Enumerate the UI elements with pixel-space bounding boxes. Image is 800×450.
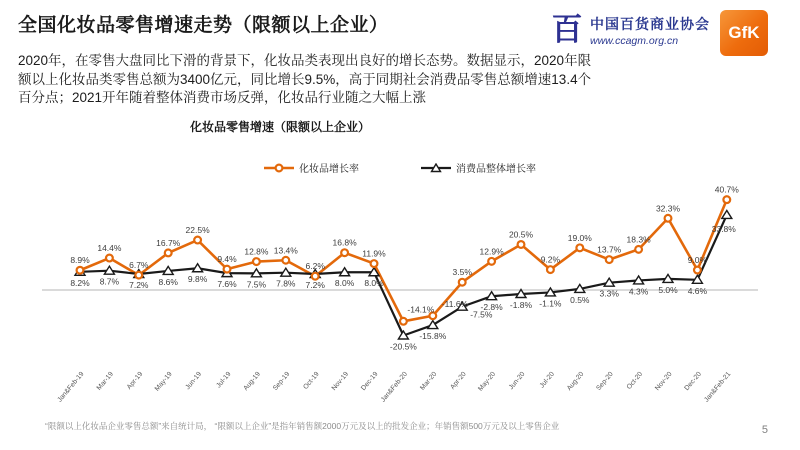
svg-text:Mar-19: Mar-19 bbox=[95, 370, 115, 392]
association-text bbox=[590, 14, 710, 47]
svg-text:Oct-19: Oct-19 bbox=[302, 370, 321, 391]
svg-text:9.2%: 9.2% bbox=[540, 254, 561, 265]
svg-text:11.9%: 11.9% bbox=[362, 248, 386, 259]
association-name: 中国百货商业协会 bbox=[590, 18, 710, 33]
svg-text:3.5%: 3.5% bbox=[452, 267, 472, 278]
svg-text:7.6%: 7.6% bbox=[217, 279, 237, 290]
svg-text:3.3%: 3.3% bbox=[599, 288, 619, 299]
page-number: 5 bbox=[761, 424, 768, 436]
svg-text:9.8%: 9.8% bbox=[187, 274, 208, 285]
logo-area bbox=[550, 10, 768, 56]
svg-text:7.2%: 7.2% bbox=[129, 280, 149, 291]
page-title: 全国化妆品零售增速走势（限额以上企业） bbox=[18, 15, 389, 36]
svg-text:Jul-19: Jul-19 bbox=[215, 370, 233, 390]
svg-text:-7.5%: -7.5% bbox=[470, 309, 493, 320]
svg-text:7.2%: 7.2% bbox=[305, 280, 325, 291]
svg-text:Aug-20: Aug-20 bbox=[565, 370, 586, 393]
gfk-logo-icon: GfK bbox=[720, 10, 768, 56]
svg-text:May-20: May-20 bbox=[477, 370, 498, 393]
svg-text:12.9%: 12.9% bbox=[479, 246, 504, 257]
svg-text:13.4%: 13.4% bbox=[273, 245, 298, 256]
svg-text:8.6%: 8.6% bbox=[158, 276, 178, 287]
svg-text:Apr-19: Apr-19 bbox=[125, 370, 145, 391]
svg-text:Nov-19: Nov-19 bbox=[330, 370, 351, 393]
svg-text:16.8%: 16.8% bbox=[332, 237, 357, 248]
svg-text:8.0%: 8.0% bbox=[364, 278, 384, 289]
svg-text:33.8%: 33.8% bbox=[711, 223, 736, 234]
svg-text:4.6%: 4.6% bbox=[687, 285, 708, 296]
svg-text:14.4%: 14.4% bbox=[97, 243, 122, 254]
svg-text:6.7%: 6.7% bbox=[129, 260, 149, 271]
svg-text:12.8%: 12.8% bbox=[244, 246, 269, 257]
svg-text:9.4%: 9.4% bbox=[217, 254, 237, 265]
line-chart bbox=[30, 150, 770, 420]
svg-text:6.2%: 6.2% bbox=[305, 261, 325, 272]
svg-text:20.5%: 20.5% bbox=[508, 229, 534, 240]
svg-text:Jan&Feb-20: Jan&Feb-20 bbox=[379, 370, 409, 404]
svg-text:Apr-20: Apr-20 bbox=[449, 370, 468, 391]
svg-text:18.3%: 18.3% bbox=[626, 234, 651, 245]
svg-text:8.0%: 8.0% bbox=[334, 278, 355, 289]
svg-text:-1.1%: -1.1% bbox=[539, 298, 562, 309]
summary-paragraph: 2020年，在零售大盘同比下滑的背景下，化妆品类表现出良好的增长态势。数据显示，2020年限额以上化妆品类零售总额为3400亿元，同比增长9.5%，高于同期社会消费品零售总额增速13.4个百分点；2021开年随着整体消费市场反弹，化妆品行业随之大幅上涨 bbox=[18, 53, 592, 106]
svg-text:16.7%: 16.7% bbox=[156, 237, 181, 248]
legend-label: 化妆品增长率 bbox=[299, 164, 359, 175]
chart-canvas bbox=[30, 150, 770, 420]
svg-text:7.8%: 7.8% bbox=[276, 278, 296, 289]
svg-text:Jan&Feb-21: Jan&Feb-21 bbox=[703, 370, 733, 404]
svg-text:Dec-19: Dec-19 bbox=[360, 370, 380, 393]
svg-text:4.3%: 4.3% bbox=[628, 286, 649, 297]
svg-text:9.0%: 9.0% bbox=[687, 255, 708, 266]
svg-text:40.7%: 40.7% bbox=[714, 184, 739, 195]
svg-text:-20.5%: -20.5% bbox=[389, 341, 417, 352]
legend-label: 消费品整体增长率 bbox=[456, 164, 536, 175]
svg-text:32.3%: 32.3% bbox=[655, 203, 681, 214]
svg-text:Jul-20: Jul-20 bbox=[538, 370, 556, 390]
svg-text:Oct-20: Oct-20 bbox=[625, 370, 645, 391]
svg-text:-14.1%: -14.1% bbox=[407, 304, 435, 315]
svg-text:22.5%: 22.5% bbox=[185, 225, 210, 236]
chart-title: 化妆品零售增速（限额以上企业） bbox=[190, 120, 371, 134]
svg-text:Dec-20: Dec-20 bbox=[683, 370, 703, 393]
svg-text:-2.8%: -2.8% bbox=[480, 302, 503, 313]
svg-text:Nov-20: Nov-20 bbox=[654, 370, 674, 393]
svg-text:Jun-20: Jun-20 bbox=[507, 370, 527, 392]
svg-text:-1.8%: -1.8% bbox=[509, 299, 533, 310]
association-url: www.ccagm.org.cn bbox=[590, 35, 679, 47]
svg-text:Sep-19: Sep-19 bbox=[271, 370, 292, 393]
svg-text:8.7%: 8.7% bbox=[99, 276, 120, 287]
svg-text:Jun-19: Jun-19 bbox=[184, 370, 204, 392]
svg-text:5.0%: 5.0% bbox=[658, 284, 678, 295]
svg-text:-15.8%: -15.8% bbox=[419, 331, 447, 342]
svg-text:8.9%: 8.9% bbox=[70, 255, 90, 266]
association-logo-icon: 百 bbox=[551, 12, 583, 47]
svg-text:-11.6%: -11.6% bbox=[441, 298, 469, 309]
svg-text:May-19: May-19 bbox=[153, 370, 174, 393]
svg-text:Aug-19: Aug-19 bbox=[242, 370, 262, 393]
svg-text:13.7%: 13.7% bbox=[597, 244, 622, 255]
svg-text:7.5%: 7.5% bbox=[246, 279, 267, 290]
svg-text:Jan&Feb-19: Jan&Feb-19 bbox=[56, 370, 86, 404]
svg-text:8.2%: 8.2% bbox=[70, 277, 90, 288]
svg-text:19.0%: 19.0% bbox=[567, 232, 592, 243]
svg-text:Sep-20: Sep-20 bbox=[595, 370, 615, 393]
svg-text:0.5%: 0.5% bbox=[570, 294, 590, 305]
footnote: “限额以上化妆品企业零售总额”来自统计局， “限额以上企业”是指年销售额2000万元及以上的批发企业；年销售额500万元及以上零售企业 bbox=[45, 421, 560, 431]
svg-text:Mar-20: Mar-20 bbox=[419, 370, 439, 392]
